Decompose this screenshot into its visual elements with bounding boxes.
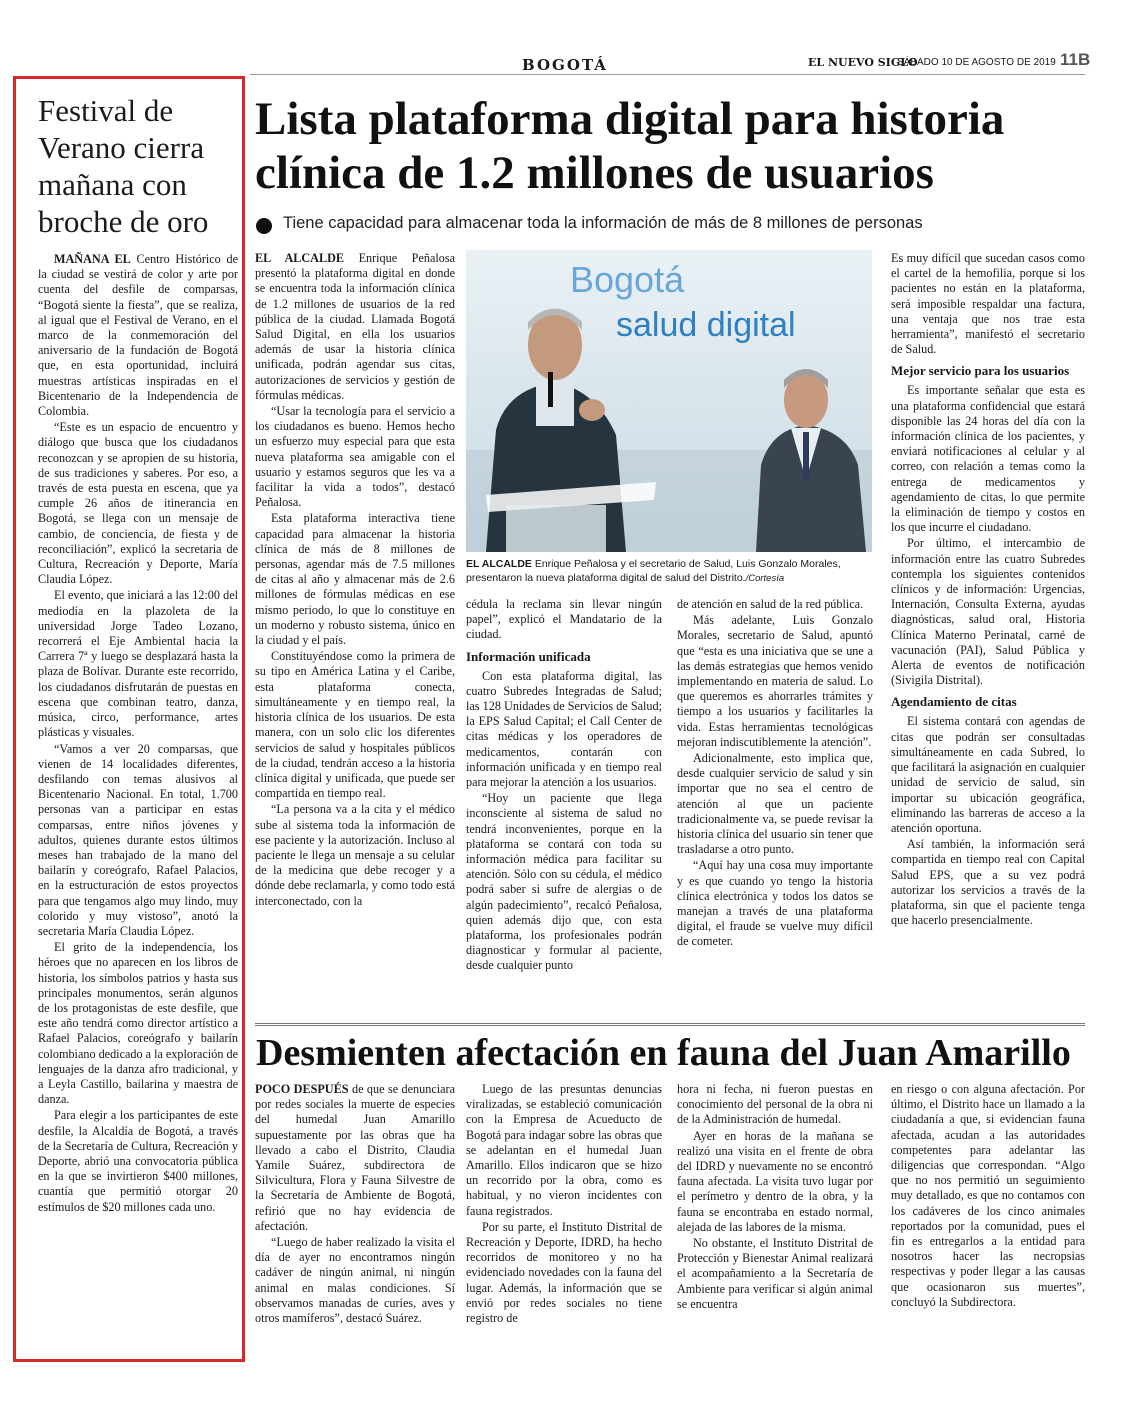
second-column-3 <box>677 1082 873 1313</box>
second-paragraph: Ayer en horas de la mañana se realizó una visita en el frente de obra del IDRD y nuevamente no se encontró fauna afectada. La visita tuvo lugar por el perímetro y dentro de la obra, y la fauna se encontraba en estado normal, alejada de las labores de la misma. <box>677 1128 873 1234</box>
second-column-4 <box>891 1082 1085 1311</box>
photo-illustration <box>466 250 872 552</box>
subhead-appointments: Agendamiento de citas <box>891 694 1017 710</box>
main-paragraph: Más adelante, Luis Gonzalo Morales, secretario de Salud, apuntó que “esta es una iniciativa que se une a las demás estrategias que hemos venido implementando en materia de salud. Lo que queremos es ahorrarles trámites y tiempo a los usuarios y facilitarles la vida. Estas herramientas tecnológicas mejoran indiscutiblemente la atención”. <box>677 613 873 749</box>
subhead-better-service: Mejor servicio para los usuarios <box>891 363 1070 379</box>
page-header <box>0 0 1125 80</box>
sidebar-paragraph: El evento, que iniciará a las 12:00 del mediodía en la plazoleta de la universidad Jorge Tadeo Lozano, recorrerá el Eje Ambiental hacia la Carrera 7ª y luego se desplazará hasta la plaza de Bolívar. Durante este recorrido, los ciudadanos disfrutarán de puestas en escena que combinan teatro, danza, música, circo, performance, artes plásticas y visuales. <box>38 588 238 740</box>
subhead-unified-info: Información unificada <box>466 648 591 664</box>
main-deck: Tiene capacidad para almacenar toda la información de más de 8 millones de personas <box>283 214 923 232</box>
sidebar-paragraph: “Vamos a ver 20 comparsas, que vienen de 14 localidades diferentes, desfilando con temas alusivos al Bicentenario Nacional. En total, 1.700 personas van a participar en estas comparsas, entre niños jóvenes y adultos, quienes durante estos últimos meses han trabajado de la mano del bailarín y coreógrafo, Rafael Palacios, en la estructuración de estos proyectos para que tengamos algo muy lindo, muy colorido y muy vistoso”, anotó la secretaria María Claudia López. <box>38 741 238 938</box>
main-lead: EL ALCALDE <box>255 251 345 265</box>
second-paragraph: “Luego de haber realizado la visita el día de ayer no encontramos ningún cadáver de ningún animal, ni ningún animal en malas condiciones. Sí observamos manadas de curíes, aves y otros mamíferos”, destacó Suárez. <box>255 1235 455 1326</box>
main-headline: Lista plataforma digital para historia clínica de 1.2 millones de usuarios <box>255 93 1005 199</box>
news-photo <box>466 250 872 552</box>
newspaper-name: EL NUEVO SIGLO <box>808 56 918 69</box>
sidebar-paragraph: MAÑANA EL Centro Histórico de la ciudad se vestirá de color y arte por cuenta del desfile de comparsas, “Bogotá siente la fiesta”, que se realiza, al igual que el Festival de Verano, en el marco de la conmemoración del aniversario de la fundación de Bogotá que, en esta oportunidad, incluirá muestras artísticas inspiradas en el Bicentenario de la Independencia de Colombia. <box>38 252 238 419</box>
second-paragraph: en riesgo o con alguna afectación. Por último, el Distrito hace un llamado a la ciudadanía a que, si evidencian fauna afectada, acudan a las autoridades competentes para adelantar las diligencias que correspondan. “Algo que no nos permitió un seguimiento muy detallado, es que no contamos con los cadáveres de los cinco animales reportados por la comunidad, pues el fin es entregarlos a la entidad para nosotros hacer las necropsias respectivas y poder llegar a las causas que ocasionaron sus muertes”, concluyó la Subdirectora. <box>891 1082 1085 1309</box>
main-column-3 <box>677 597 873 951</box>
section-divider <box>255 1023 1085 1026</box>
second-lead: POCO DESPUÉS <box>255 1082 349 1096</box>
second-paragraph: POCO DESPUÉS de que se denunciara por redes sociales la muerte de especies del humedal Juan Amarillo supuestamente por las obras que ha llevado a cabo el Distrito, Claudia Yamile Suárez, subdirectora de Silvicultura, Flora y Fauna Silvestre de la Secretaría de Ambiente de Bogotá, refirió que no hay evidencia de afectación. <box>255 1082 456 1233</box>
main-paragraph: Constituyéndose como la primera de su tipo en América Latina y el Caribe, esta plataforma conecta, simultáneamente y en tiempo real, la historia clínica de los usuarios. De esta manera, con un solo clic los diferentes servicios de salud y hospitales públicos de la ciudad, tendrán acceso a la historia clínica digital y unificada, que puede ser compartida en tiempo real. <box>255 649 455 801</box>
main-column-4 <box>891 251 1085 929</box>
header-rule <box>250 74 1085 75</box>
section-name: BOGOTÁ <box>522 56 608 74</box>
second-paragraph: hora ni fecha, ni fueron puestas en conocimiento del personal de la obra ni de la Administración de humedal. <box>677 1082 873 1127</box>
caption-lead: EL ALCALDE <box>466 558 532 570</box>
main-paragraph: El sistema contará con agendas de citas que podrán ser consultadas simultáneamente en cada Subred, lo que facilitará la asignación en cualquier unidad de servicio de salud, sin importar su ubicación geográfica, eliminando las barreras de acceso a la atención oportuna. <box>891 714 1085 835</box>
photo-caption <box>466 557 872 586</box>
main-paragraph: “Usar la tecnología para el servicio a los ciudadanos es bueno. Hemos hecho un esfuerzo muy especial para que esta nueva plataforma sea amigable con el usuario y estamos seguros que les va a facilitar la vida a todos”, destacó Peñalosa. <box>255 404 455 510</box>
main-paragraph: “La persona va a la cita y el médico sube al sistema toda la información de ese paciente y la autorización. Incluso al paciente le llega un mensaje a su celular de la medicina que debe recoger y a dónde debe reclamarla, y como todo está interconectado, con la <box>255 802 455 908</box>
sidebar-lead: MAÑANA EL <box>54 252 131 266</box>
main-paragraph: Es muy difícil que sucedan casos como el cartel de la hemofilia, porque si los pacientes no están en la plataforma, será imposible respaldar una factura, una ventaja que nos trae esta herramienta”, manifestó el secretario de Salud. <box>891 251 1085 357</box>
banner-text-1: Bogotá <box>570 259 685 300</box>
main-paragraph: Así también, la información será compartida en tiempo real con Capital Salud EPS, que a su vez podrá autorizar los servicios a través de la plataforma, sin que el paciente tenga que hacerlo presencialmente. <box>891 837 1085 928</box>
main-paragraph: Es importante señalar que esta es una plataforma confidencial que estará disponible las 24 horas del día con la información clínica de los pacientes, y enviará notificaciones al celular y al correo, con relación a temas como la entrega de medicamentos y agendamiento de citas, lo que permite la eliminación de tiempo y costos en los que incurre el ciudadano. <box>891 383 1085 535</box>
main-paragraph: Con esta plataforma digital, las cuatro Subredes Integradas de Salud; las 128 Unidades de Servicios de Salud; la EPS Salud Capital; el Call Center de citas médicas y los operadores de medicamentos, contarán con información unificada y en tiempo real para mejorar la atención a los usuarios. <box>466 668 662 790</box>
second-headline: Desmienten afectación en fauna del Juan Amarillo <box>256 1032 1071 1074</box>
main-paragraph: “Aquí hay una cosa muy importante y es que cuando yo tengo la historia clínica electrónica y todos los datos se manejan a través de una plataforma digital, el fraude se vuelve muy difícil de cometer. <box>677 858 873 949</box>
second-paragraph: No obstante, el Instituto Distrital de Protección y Bienestar Animal realizará el acompañamiento a la Secretaría de Ambiente para verificar si algún animal se encuentra <box>677 1236 873 1311</box>
second-column-2 <box>466 1082 662 1327</box>
sidebar-paragraph: Para elegir a los participantes de este desfile, la Alcaldía de Bogotá, a través de la Secretaría de Cultura, Recreación y Deporte, abrió una convocatoria pública en la que se invirtieron $400 millones, cuantía que permitió otorgar 20 estímulos de $20 millones cada uno. <box>38 1108 238 1214</box>
issue-date: SÁBADO 10 DE AGOSTO DE 2019 <box>897 57 1056 68</box>
second-column-1 <box>255 1082 455 1327</box>
page-number: 11B <box>1060 50 1091 69</box>
main-paragraph: de atención en salud de la red pública. <box>677 597 864 611</box>
main-column-1 <box>255 251 455 910</box>
second-paragraph: Luego de las presuntas denuncias viralizadas, se estableció comunicación con la Empresa de Acueducto de Bogotá para indagar sobre las obras que se adelantan en el humedal Juan Amarillo. Ellos indicaron que se hizo un recorrido por la obra, como es habitual, y no vieron incidentes con fauna registrados. <box>466 1082 662 1218</box>
photo-credit: /Cortesía <box>745 573 785 584</box>
main-paragraph: cédula la reclama sin llevar ningún papel”, explicó el Mandatario de la ciudad. <box>466 597 662 642</box>
main-column-2 <box>466 597 662 975</box>
sidebar-body <box>38 252 238 1216</box>
caption-text: Enrique Peñalosa y el secretario de Salud, Luis Gonzalo Morales, presentaron la nueva plataforma digital de salud del Distrito. <box>466 558 841 584</box>
main-paragraph: Por último, el intercambio de información entre las cuatro Subredes contempla los siguientes contenidos clínicos y de información: Urgencias, Internación, Consulta Externa, ayudas diagnósticas, salud oral, Historia Clínica Materno Perinatal, carné de vacunación (PAI), Salud Pública y Alerta de eventos de notificación (Sivigila Distrital). <box>891 536 1085 688</box>
main-paragraph: Adicionalmente, esto implica que, desde cualquier servicio de salud y sin importar que no sea el centro de atención al que un paciente tradicionalmente va, se puede revisar la historia clínica del usuario sin tener que trasladarse a otro punto. <box>677 751 873 857</box>
bullet-icon <box>256 218 272 234</box>
second-paragraph: Por su parte, el Instituto Distrital de Recreación y Deporte, IDRD, ha hecho recorridos de monitoreo y no ha evidenciado novedades con la fauna del lugar. Además, la información que se envió por redes sociales no tiene registro de <box>466 1219 662 1326</box>
sidebar-headline: Festival de Verano cierra mañana con broche de oro <box>38 93 209 239</box>
sidebar-paragraph: “Este es un espacio de encuentro y diálogo que busca que los ciudadanos reconozcan y se apropien de su historia, de sus tradiciones y saberes. Por eso, a través de esta puesta en escena, que ya cumple 26 años de itinerancia en Bogotá, se llega con un mensaje de cambio, de conciencia, de fiesta y de reconciliación”, explicó la secretaria de Cultura, Recreación y Deporte, María Claudia López. <box>38 420 238 587</box>
main-paragraph: EL ALCALDE Enrique Peñalosa presentó la plataforma digital en donde se encuentra toda la información clínica de 1.2 millones de usuarios de la red pública de la ciudad. Llamada Bogotá Salud Digital, en ella los usuarios además de usar la historia clínica unificada, podrán agendar sus citas, autorizaciones de servicios y gestión de fórmulas médicas. <box>255 251 455 402</box>
sidebar-paragraph: El grito de la independencia, los héroes que no aparecen en los libros de historia, los símbolos patrios y hasta sus principales monumentos, serán algunos de los protagonistas de este desfile, que este año tendrá como director artístico a Rafael Palacios, coreógrafo y bailarín colombiano dedicado a la exploración de lenguajes de la danza afro tradicional, y a Leyla Castillo, bailarina y maestra de danza. <box>38 940 238 1107</box>
main-paragraph: Esta plataforma interactiva tiene capacidad para almacenar la historia clínica de más de 8 millones de personas, agendar más de 7.5 millones de citas al año y almacenar más de 2.6 millones de fórmulas médicas en ese mismo periodo, lo que lo constituye en un moderno y robusto sistema, único en la ciudad y el país. <box>255 511 455 648</box>
banner-text-2: salud digital <box>616 306 796 344</box>
main-paragraph: “Hoy un paciente que llega inconsciente al sistema de salud no tendrá inconvenientes, porque en la plataforma se contará con toda su información médica para facilitar su atención. Sólo con su cédula, el médico podrá saber si sufre de alergias o de algún padecimiento”, recalcó Peñalosa, quien además dijo que, con esta plataforma, los profesionales podrán diagnosticar y formular al paciente, desde cualquier punto <box>466 791 662 973</box>
